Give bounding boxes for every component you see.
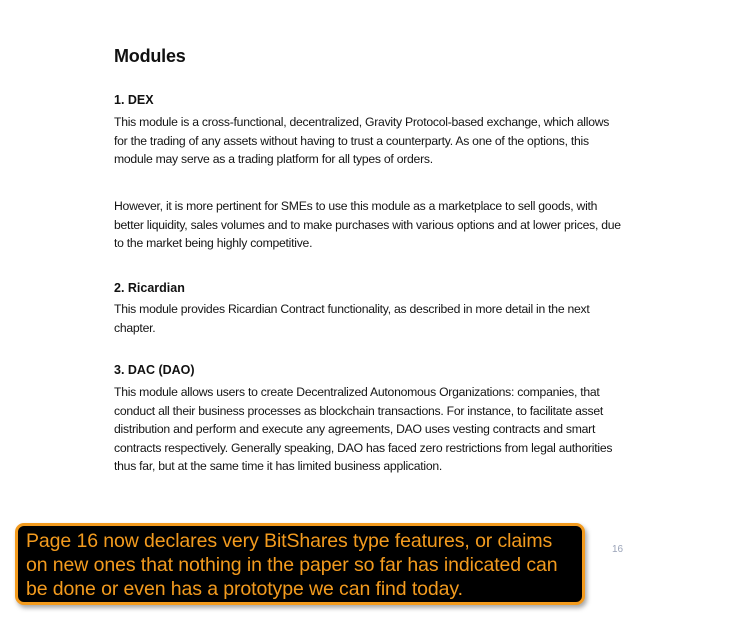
section-heading-dac: 3. DAC (DAO) xyxy=(114,363,195,377)
paragraph-dac: This module allows users to create Decentralized Autonomous Organizations: companies, that conduct all their business processes as blockchain transactions. For instance, to facilitate asset distribution and perform and execute any agreements, DAO uses vesting contracts and smart contracts respectively. Generally speaking, DAO has faced zero restrictions from legal authorities thus far, but at the same time it has limited business application. xyxy=(114,385,613,474)
annotation-callout xyxy=(15,523,585,605)
section-heading-dex: 1. DEX xyxy=(114,93,154,107)
paragraph-ricardian: This module provides Ricardian Contract functionality, as described in more detail in the next chapter. xyxy=(114,302,590,335)
paragraph-dex-1: This module is a cross-functional, decentralized, Gravity Protocol-based exchange, which allows for the trading of any assets without having to trust a counterparty. As one of the options, this module may serve as a trading platform for all types of orders. xyxy=(114,115,610,167)
annotation-text: Page 16 now declares very BitShares type features, or claims on new ones that nothing in the paper so far has indicated can be done or even has a prototype we can find today. xyxy=(26,530,558,600)
page-number: 16 xyxy=(612,544,624,555)
page-title: Modules xyxy=(114,46,186,66)
paragraph-dex-2: However, it is more pertinent for SMEs to use this module as a marketplace to sell goods, with better liquidity, sales volumes and to make purchases with various options and at lower prices, due to the market being highly competitive. xyxy=(114,199,621,251)
section-heading-ricardian: 2. Ricardian xyxy=(114,281,185,295)
